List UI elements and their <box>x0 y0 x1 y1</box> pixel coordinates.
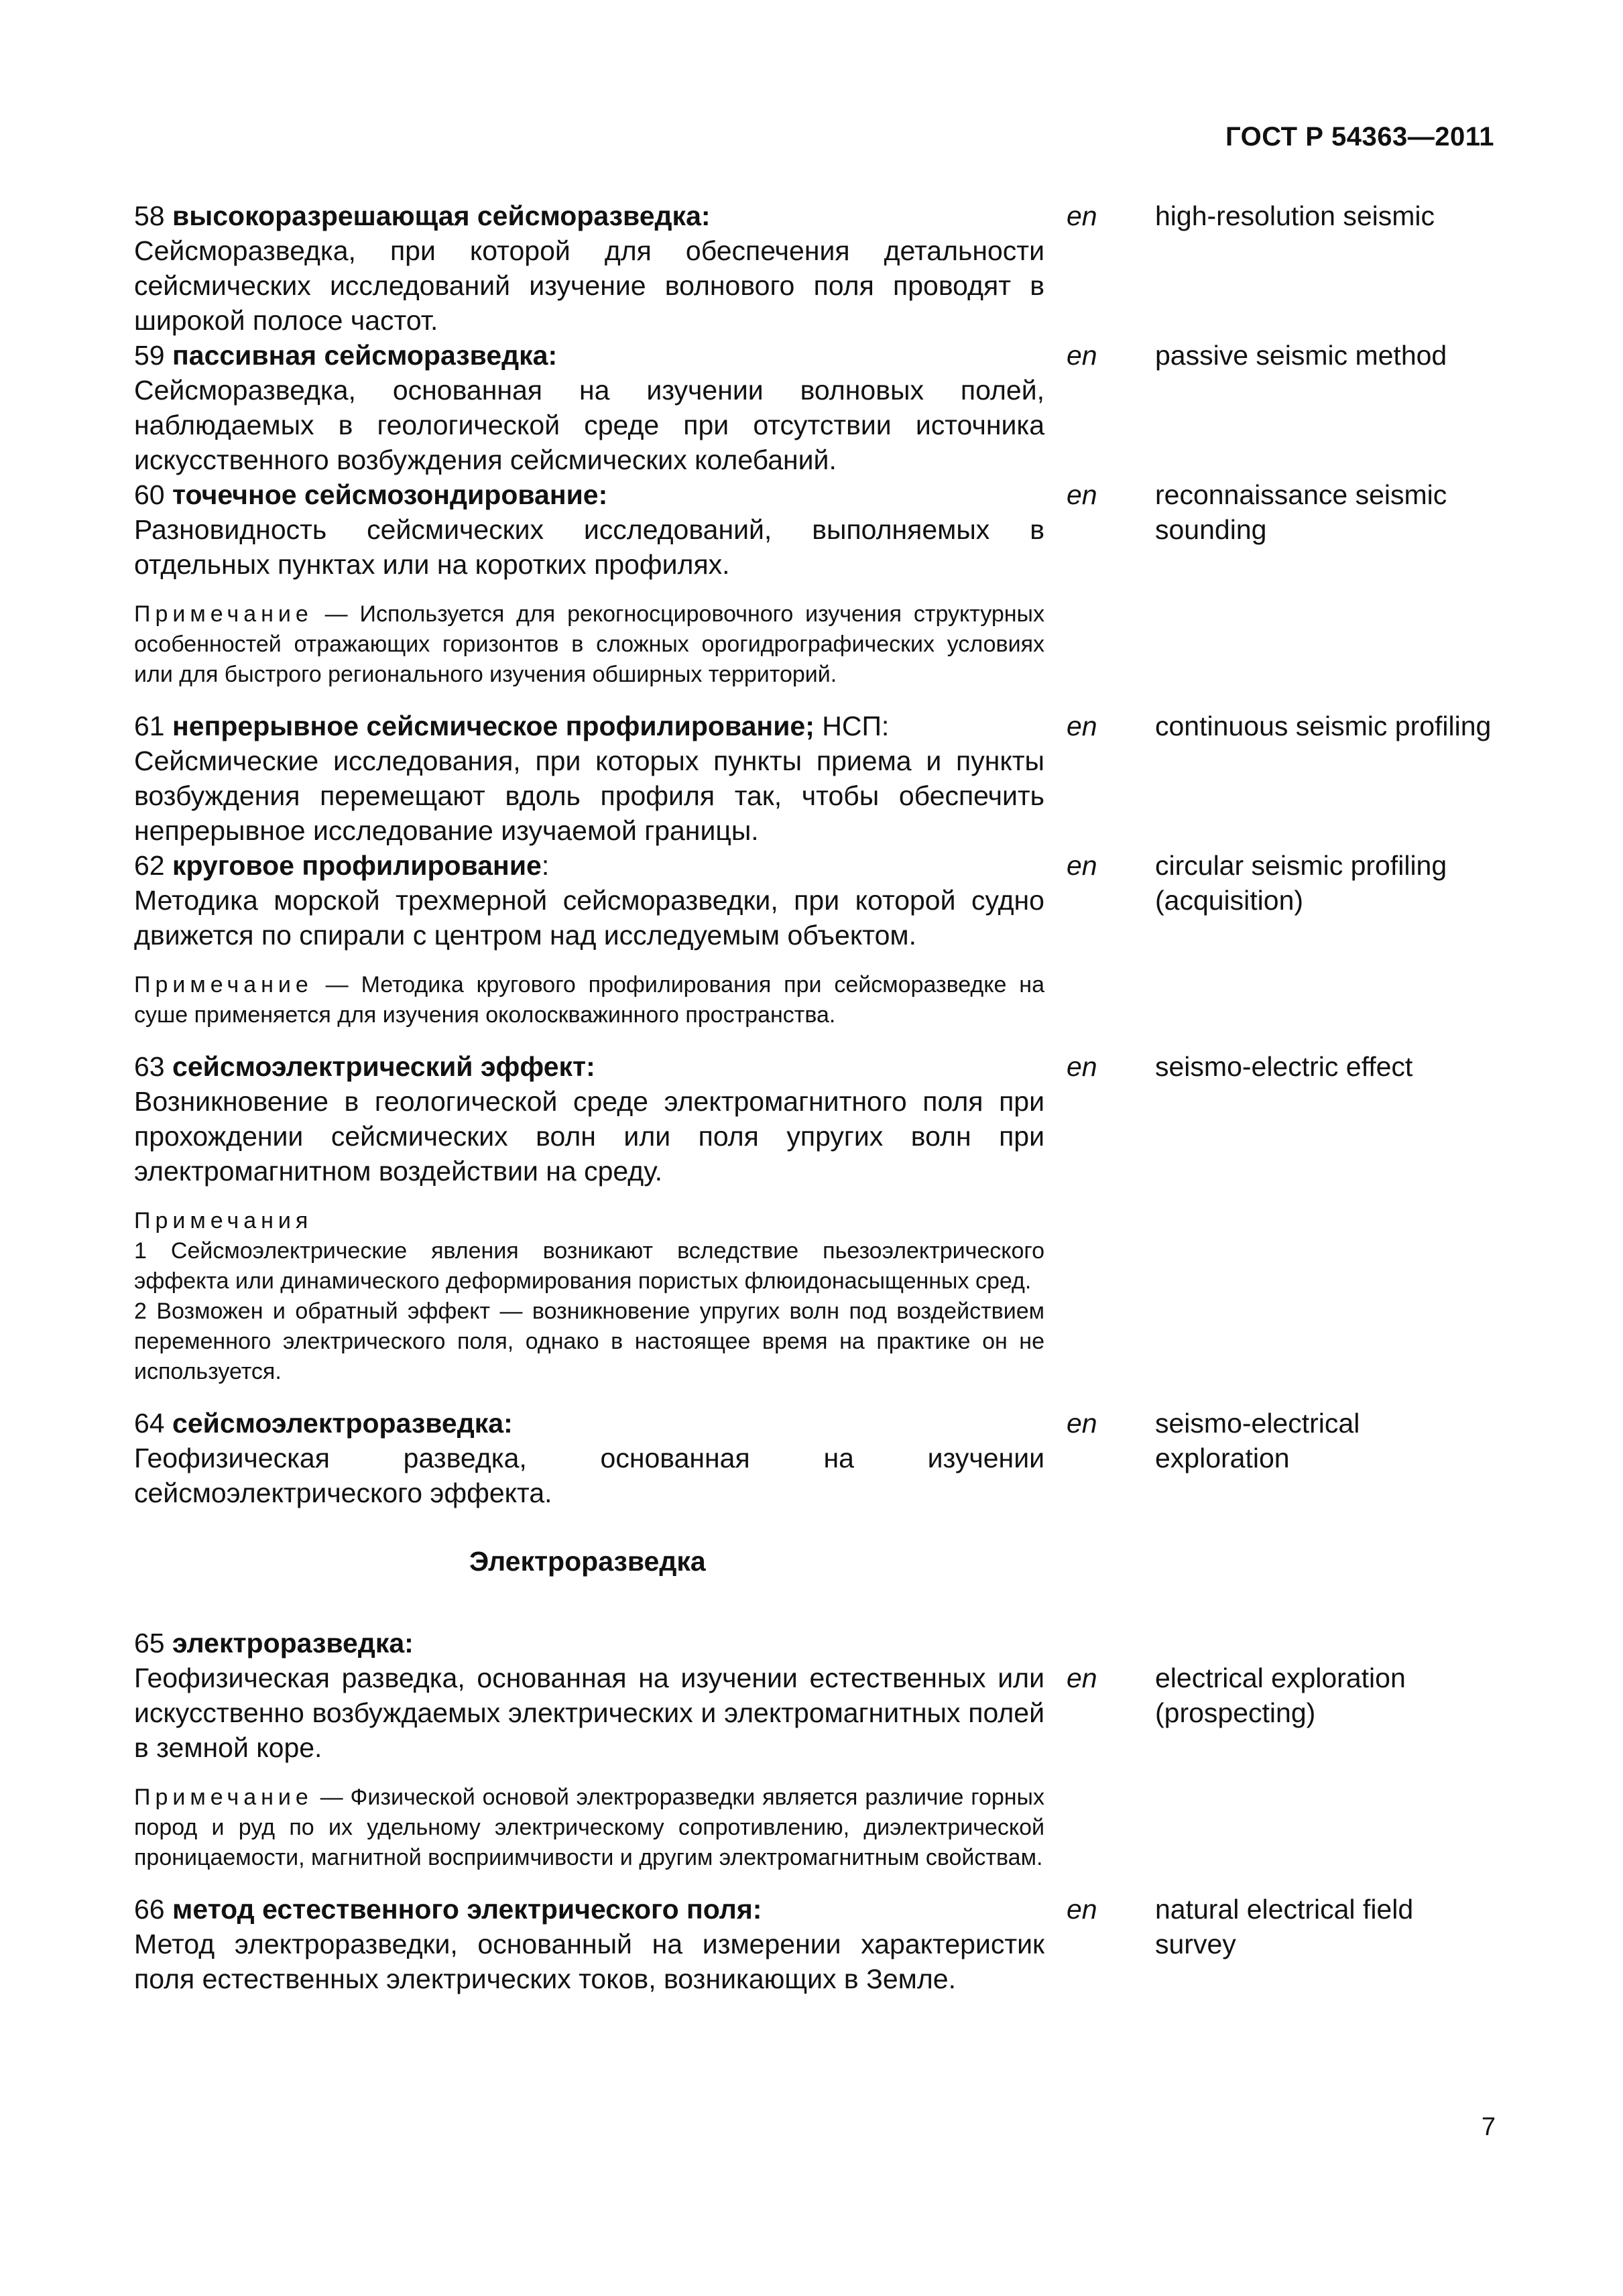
english-equivalent: circular seismic profiling (acquisition) <box>1155 850 1447 916</box>
standard-code: ГОСТ Р 54363—2011 <box>1225 122 1494 152</box>
term-suffix: : <box>541 850 550 881</box>
entry-text <box>134 477 1044 709</box>
term-name: высокоразрешающая сейсморазведка: <box>172 200 711 231</box>
term-name: круговое профилирование <box>172 850 542 881</box>
english-equivalent: passive seismic method <box>1155 340 1447 371</box>
term-entry-58 <box>134 198 1502 338</box>
entry-text <box>134 338 1044 477</box>
term-name: сейсмоэлектроразведка: <box>172 1408 513 1439</box>
term-name: электроразведка: <box>172 1628 414 1658</box>
term-line <box>134 1892 1044 1927</box>
term-name: сейсмоэлектрический эффект: <box>172 1051 595 1082</box>
language-code: en <box>1067 1894 1097 1925</box>
note-label: Примечание <box>134 972 313 998</box>
entry-text <box>134 198 1044 338</box>
term-name: метод естественного электрического поля: <box>172 1894 762 1925</box>
note-label: Примечание <box>134 601 313 627</box>
term-definition: Сейсмические исследования, при которых пункты приема и пункты возбуждения перемещают вдоль профиля так, чтобы обеспечить непрерывное исследование изучаемой границы. <box>134 745 1044 846</box>
term-line <box>134 709 1044 743</box>
language-code: en <box>1067 1051 1097 1082</box>
term-note <box>134 970 1044 1030</box>
note-label: Примечание <box>134 1785 313 1810</box>
term-number: 60 <box>134 479 165 510</box>
entry-text <box>134 1892 1044 1996</box>
term-notes <box>134 1206 1044 1387</box>
term-definition: Сейсморазведка, основанная на изучении волновых полей, наблюдаемых в геологической среде при отсутствии источника искусственного возбуждения сейсмических колебаний. <box>134 375 1044 475</box>
entry-text <box>134 709 1044 848</box>
english-equivalent: natural electrical field survey <box>1155 1894 1414 1959</box>
terms-list <box>134 198 1502 1996</box>
note-text: — Используется для рекогносцировочного изучения структурных особенностей отражающих горизонтов в сложных орогидрографических условиях или для быстрого регионального изучения обширных территорий. <box>134 601 1044 687</box>
term-line <box>134 338 1044 373</box>
term-entry-61 <box>134 709 1502 848</box>
entry-text <box>134 1406 1044 1510</box>
english-equivalent: seismo-electric effect <box>1155 1051 1413 1082</box>
term-entry-60 <box>134 477 1502 709</box>
language-code: en <box>1067 200 1097 231</box>
section-title: Электроразведка <box>469 1546 706 1577</box>
term-number: 65 <box>134 1628 165 1658</box>
term-line <box>134 1406 1044 1441</box>
language-code: en <box>1067 479 1097 510</box>
english-equivalent: reconnaissance seismic sounding <box>1155 479 1447 545</box>
term-name: непрерывное сейсмическое профилирование; <box>172 711 815 741</box>
entry-text <box>134 848 1044 1049</box>
term-number: 63 <box>134 1051 165 1082</box>
term-definition: Метод электроразведки, основанный на измерении характеристик поля естественных электрических токов, возникающих в Земле. <box>134 1929 1044 1994</box>
language-code: en <box>1067 711 1097 741</box>
term-entry-63 <box>134 1049 1502 1406</box>
term-number: 62 <box>134 850 165 881</box>
note-text: — Методика кругового профилирования при сейсморазведке на суше применяется для изучения околоскважинного пространства. <box>134 972 1044 1028</box>
note-item: 1 Сейсмоэлектрические явления возникают вследствие пьезоэлектрического эффекта или динамического деформирования пористых флюидонасыщенных сред. <box>134 1238 1044 1294</box>
term-line <box>134 198 1044 233</box>
note-text: — Физической основой электроразведки является различие горных пород и руд по их удельному электрическому сопротивлению, диэлектрической проницаемости, магнитной восприимчивости и другим электромагнитным свойствам. <box>134 1785 1044 1870</box>
term-number: 66 <box>134 1894 165 1925</box>
term-definition: Геофизическая разведка, основанная на изучении сейсмоэлектрического эффекта. <box>134 1443 1044 1508</box>
term-note <box>134 1783 1044 1873</box>
term-number: 59 <box>134 340 165 371</box>
page-number: 7 <box>1481 2113 1496 2141</box>
term-line <box>134 1626 1044 1660</box>
english-equivalent: continuous seismic profiling <box>1155 711 1492 741</box>
note-item: 2 Возможен и обратный эффект — возникновение упругих волн под воздействием переменного электрического поля, однако в настоящее время на практике он не используется. <box>134 1298 1044 1384</box>
entry-text <box>134 1049 1044 1406</box>
term-line <box>134 1049 1044 1084</box>
term-entry-65 <box>134 1626 1502 1892</box>
english-equivalent: seismo-electrical exploration <box>1155 1408 1360 1473</box>
english-equivalent: high-resolution seismic <box>1155 200 1435 231</box>
notes-header: Примечания <box>134 1208 313 1233</box>
language-code: en <box>1067 1663 1097 1693</box>
term-entry-66 <box>134 1892 1502 1996</box>
term-definition: Методика морской трехмерной сейсморазведки, при которой судно движется по спирали с центром над исследуемым объектом. <box>134 885 1044 951</box>
term-number: 61 <box>134 711 165 741</box>
term-definition: Разновидность сейсмических исследований, выполняемых в отдельных пунктах или на коротких профилях. <box>134 514 1044 580</box>
term-line <box>134 477 1044 512</box>
term-line <box>134 848 1044 883</box>
term-note <box>134 599 1044 690</box>
english-equivalent: electrical exploration (prospecting) <box>1155 1663 1406 1728</box>
language-code: en <box>1067 850 1097 881</box>
term-name: точечное сейсмозондирование: <box>172 479 608 510</box>
term-number: 58 <box>134 200 165 231</box>
entry-text <box>134 1626 1044 1892</box>
term-entry-59 <box>134 338 1502 477</box>
term-entry-64 <box>134 1406 1502 1510</box>
term-entry-62 <box>134 848 1502 1049</box>
term-number: 64 <box>134 1408 165 1439</box>
term-definition: Сейсморазведка, при которой для обеспечения детальности сейсмических исследований изучение волнового поля проводят в широкой полосе частот. <box>134 235 1044 336</box>
term-abbreviation: НСП: <box>814 711 890 741</box>
language-code: en <box>1067 340 1097 371</box>
term-definition: Возникновение в геологической среде электромагнитного поля при прохождении сейсмических волн или поля упругих волн при электромагнитном воздействии на среду. <box>134 1086 1044 1187</box>
term-name: пассивная сейсморазведка: <box>172 340 558 371</box>
term-definition: Геофизическая разведка, основанная на изучении естественных или искусственно возбуждаемых электрических и электромагнитных полей в земной коре. <box>134 1663 1044 1763</box>
language-code: en <box>1067 1408 1097 1439</box>
